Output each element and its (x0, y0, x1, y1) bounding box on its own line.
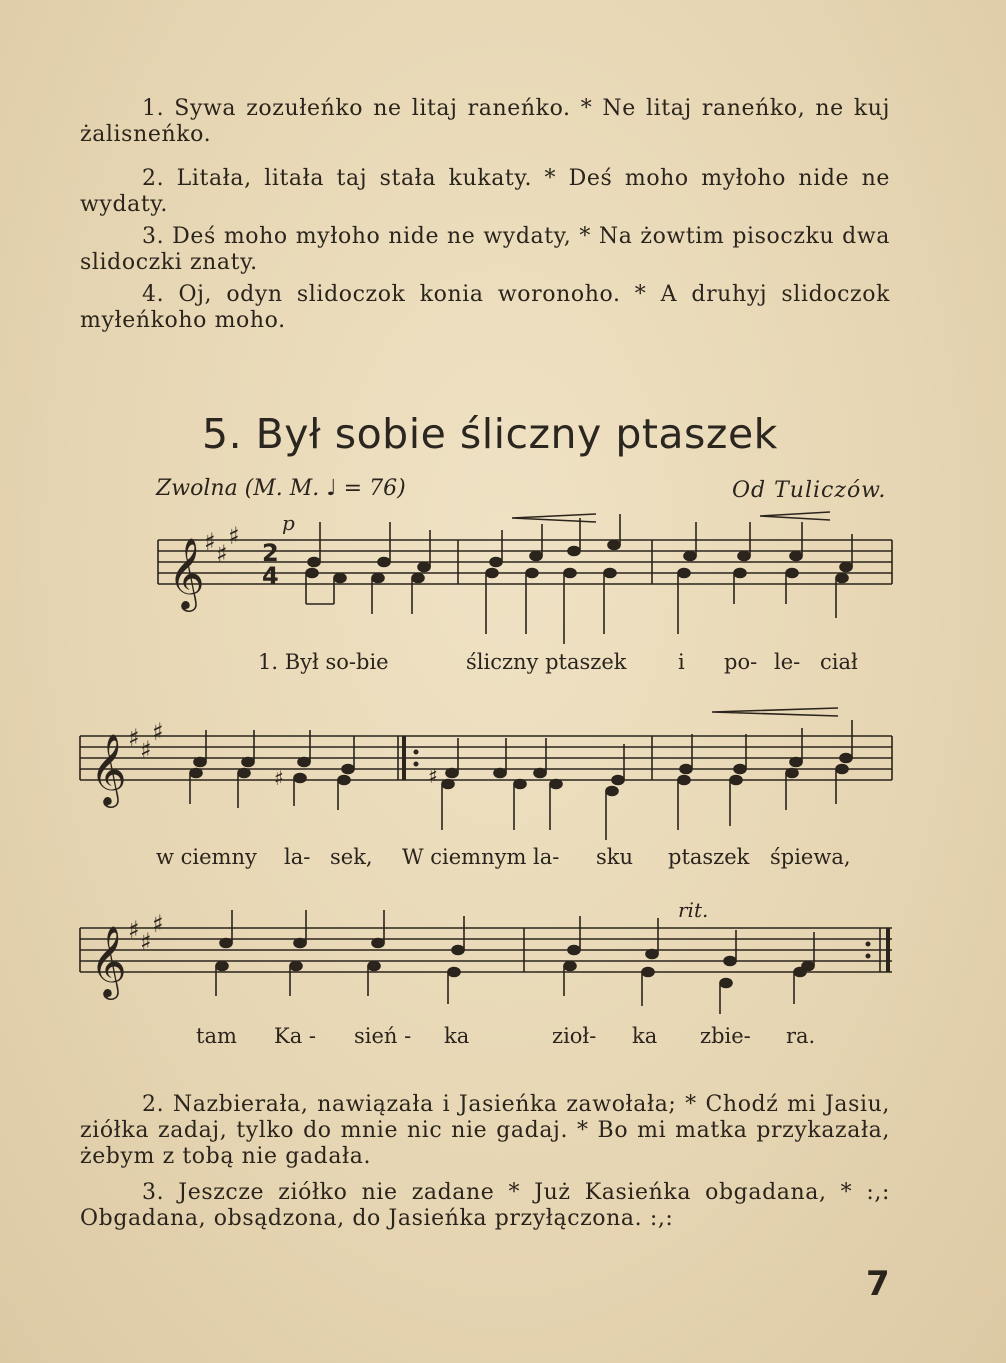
svg-text:♯: ♯ (428, 764, 438, 788)
verse-1: 1. Sywa zozułeńko ne litaj raneńko. * Ne litaj raneńko, ne kuj żalisneńko. (80, 96, 890, 147)
music-staff-1 (0, 500, 1006, 660)
page-number: 7 (866, 1264, 890, 1304)
svg-text:♯: ♯ (140, 928, 152, 956)
svg-text:♯: ♯ (152, 718, 164, 746)
svg-text:4: 4 (262, 562, 279, 590)
song-origin: Od Tuliczów. (732, 478, 887, 503)
tempo-marking: Zwolna (M. M. ♩ = 76) (156, 476, 406, 501)
svg-text:♯: ♯ (216, 540, 228, 568)
svg-text:♯: ♯ (140, 736, 152, 764)
svg-text:♯: ♯ (152, 910, 164, 938)
verse-2-bottom: 2. Nazbierała, nawiązała i Jasieńka zawołała; * Chodź mi Jasiu, ziółka zadaj, tylko do mnie nic nie gadaj. * Bo mi matka przykazała, żebym z tobą nie gadała. (80, 1092, 890, 1169)
ritardando-marking: rit. (678, 898, 709, 922)
music-staff-2 (0, 700, 1006, 860)
svg-text:♯: ♯ (128, 724, 140, 752)
songbook-page: 1. Sywa zozułeńko ne litaj raneńko. * Ne litaj raneńko, ne kuj żalisneńko. 2. Litała, litała taj stała kukaty. * Deś moho myłoho nide ne wydaty. 3. Deś moho myłoho nide ne wydaty, * Na żowtim pisoczku dwa slidoczki znaty. 4. Oj, odyn slidoczok konia woronoho. * A druhyj slidoczok myłeńkoho moho. 5. Był sobie śliczny ptaszek Zwolna (M. M. ♩ = 76) Od Tuliczów. 𝄞 ♯ ♯ ♯ 2 4 p 1. Był so-bie śliczny ptaszek i po- le- ciał 𝄞 ♯ ♯ ♯ ♯ ♯ w ciemny la- sek, W ciemnym la- sku ptaszek śpiewa, rit. 𝄞 ♯ ♯ ♯ tam Ka - sień - ka zioł- ka zbie- ra. 2. Nazbierała, nawiązała i Jasieńka zawołała; * Chodź mi Jasiu, ziółka zadaj, tylko do mnie nic nie gadaj. * Bo mi matka przykazała, żebym z tobą nie gadała. 3. Jeszcze ziółko nie zadane * Już Kasieńka obgadana, * :,: Obgadana, obsądzona, do Jasieńka przyłączona. :,: 7 (0, 0, 1006, 1363)
svg-text:♯: ♯ (274, 766, 284, 790)
svg-text:2: 2 (262, 539, 279, 567)
music-staff-3 (0, 890, 1006, 1040)
verse-2: 2. Litała, litała taj stała kukaty. * Deś moho myłoho nide ne wydaty. (80, 166, 890, 217)
svg-text:♯: ♯ (204, 528, 216, 556)
verse-3: 3. Deś moho myłoho nide ne wydaty, * Na żowtim pisoczku dwa slidoczki znaty. (80, 224, 890, 275)
treble-clef-icon: 𝄞 (90, 732, 127, 805)
song-title: 5. Był sobie śliczny ptaszek (202, 410, 778, 458)
dynamic-piano: p (282, 511, 295, 535)
svg-text:♯: ♯ (128, 916, 140, 944)
verse-4: 4. Oj, odyn slidoczok konia woronoho. * A druhyj slidoczok myłeńkoho moho. (80, 282, 890, 333)
verse-3-bottom: 3. Jeszcze ziółko nie zadane * Już Kasieńka obgadana, * :,: Obgadana, obsądzona, do Jasieńka przyłączona. :,: (80, 1180, 890, 1231)
treble-clef-icon: 𝄞 (90, 924, 127, 997)
svg-text:♯: ♯ (228, 522, 240, 550)
treble-clef-icon: 𝄞 (168, 536, 205, 609)
